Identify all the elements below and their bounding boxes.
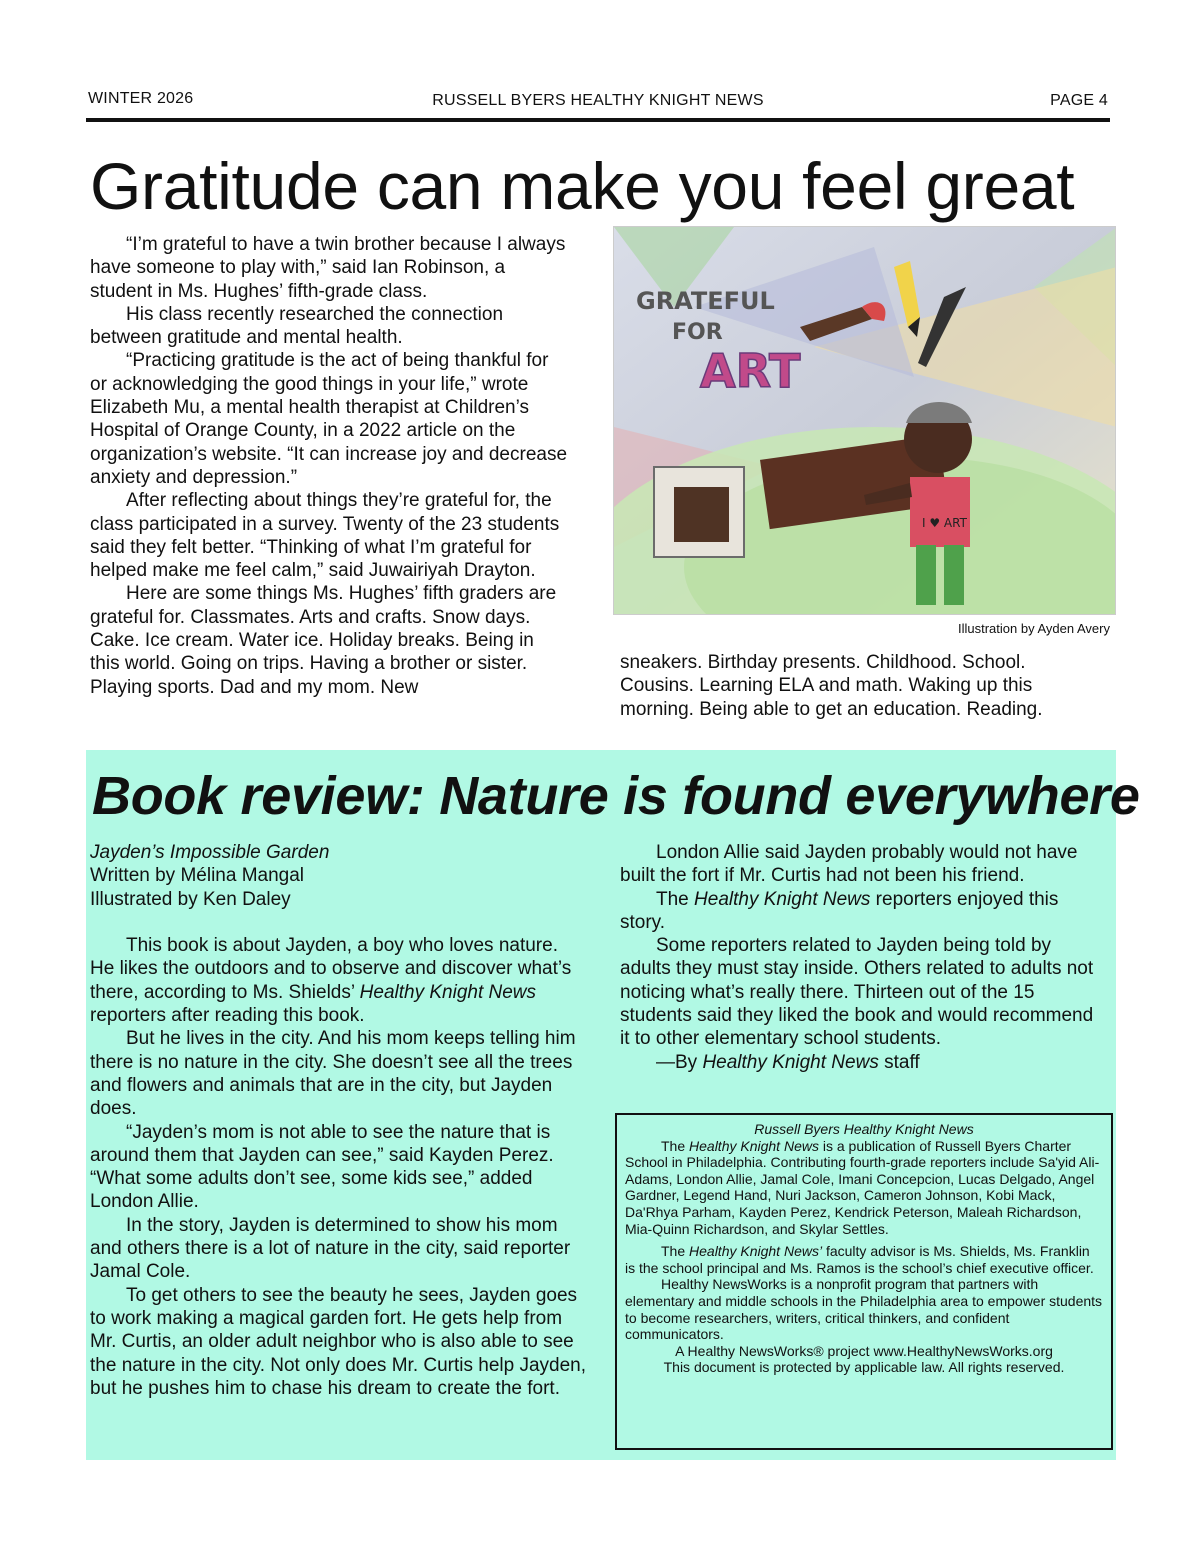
gratitude-paragraph: After reflecting about things they’re grateful for, the class participated in a survey. Twenty of the 23 students said they felt better. “Thinking of what I’m grateful for helped make me feel calm,” said Juwairiyah Drayton. — [90, 490, 560, 582]
publication-name: Healthy Knight News — [689, 1137, 819, 1154]
publication-name: Healthy Knight News — [359, 981, 537, 1003]
infobox-paragraph: Healthy NewsWorks is a nonprofit program that partners with elementary and middle schools in the Philadelphia area to empower students to become researchers, writers, critical thinkers, and confident communicators. — [625, 1276, 1103, 1343]
gratitude-paragraph: Here are some things Ms. Hughes’ fifth graders are grateful for. Classmates. Arts and crafts. Snow days. Cake. Ice cream. Water ice. Holiday breaks. Being in this world. Going on trips. Having a brother or sister. Playing sports. Dad and my mom. New — [90, 583, 557, 698]
publication-name: Healthy Knight News — [702, 1051, 879, 1073]
review-paragraph: But he lives in the city. And his mom keeps telling him there is no nature in the city. She doesn’t see all the trees and flowers and animals that are in the city, but Jayden does. — [90, 1028, 576, 1120]
book-author: Written by Mélina Mangal — [90, 865, 305, 887]
review-paragraph: In the story, Jayden is determined to show his mom and others there is a lot of nature in the city, said reporter Jamal Cole. — [90, 1214, 571, 1283]
publication-name: Healthy Knight News’ — [689, 1243, 823, 1260]
infobox-paragraph — [625, 1243, 1103, 1276]
book-illustrator: Illustrated by Ken Daley — [90, 888, 291, 910]
gratitude-paragraph: “Practicing gratitude is the act of being thankful for or acknowledging the good things in your life,” wrote Elizabeth Mu, a mental health therapist at Children’s Hospital of Orange County, in a 2022 article on the organization’s website. “It can increase joy and decrease anxiety and depression.” — [90, 350, 568, 488]
student-illustration — [613, 226, 1116, 615]
issue-date: WINTER 2026 — [88, 90, 194, 107]
illustration-drawing — [614, 227, 1116, 615]
infobox-copyright: This document is protected by applicable law. All rights reserved. — [663, 1359, 1065, 1376]
review-paragraph: To get others to see the beauty he sees, Jayden goes to work making a magical garden fort. He gets help from Mr. Curtis, an older adult neighbor who is also able to see the nature in the city. Not only does Mr. Curtis help Jayden, but he pushes him to chase his dream to create the fort. — [90, 1284, 587, 1399]
publication-name: Healthy Knight News — [694, 888, 871, 910]
text-span: staff — [878, 1051, 920, 1073]
text-span: is a publication of Russell Byers Charter School in Philadelphia. Contributing fourth-grade reporters include Sa'yid Ali-Adams, London Allie, Jamal Cole, Imani Concepcion, Lucas Delgado, Angel Gardner, Legend Hand, Nuri Jackson, Cameron Johnson, Kobi Mack, Da'Rhya Parham, Kayden Perez, Kendrick Peterson, Maleah Richardson, Mia-Quinn Richardson, and Skylar Settles. — [625, 1137, 1100, 1237]
infobox-title: Russell Byers Healthy Knight News — [754, 1121, 974, 1137]
text-span: faculty advisor is Ms. Shields, Ms. Franklin is the school principal and Ms. Ramos is the school’s chief executive officer. — [625, 1243, 1094, 1276]
review-paragraph — [620, 888, 1100, 935]
gratitude-paragraph: “I’m grateful to have a twin brother because I always have someone to play with,” said Ian Robinson, a student in Ms. Hughes’ fifth-grade class. — [90, 234, 566, 302]
review-byline — [620, 1051, 1100, 1074]
page-header — [86, 88, 1110, 122]
review-paragraph: “Jayden’s mom is not able to see the nature that is around them that Jayden can see,” said Kayden Perez. “What some adults don’t see, some kids see,” added London Allie. — [90, 1121, 554, 1213]
illustration-word: GRATEFUL — [636, 287, 775, 315]
gratitude-column-1 — [90, 233, 568, 699]
review-paragraph: Some reporters related to Jayden being told by adults they must stay inside. Others related to adults not noticing what’s really there. Thirteen out of the 15 students said they liked the book and would recommend it to other elementary school students. — [620, 935, 1094, 1050]
masthead-infobox — [615, 1113, 1113, 1450]
page-number: PAGE 4 — [1050, 92, 1108, 109]
book-title: Jayden’s Impossible Garden — [90, 842, 330, 863]
newsletter-name: RUSSELL BYERS HEALTHY KNIGHT NEWS — [432, 92, 764, 109]
infobox-footer: A Healthy NewsWorks® project www.HealthyNewsWorks.org — [675, 1342, 1053, 1359]
text-span: reporters enjoyed this story. — [620, 888, 1059, 933]
review-paragraph: London Allie said Jayden probably would not have built the fort if Mr. Curtis had not been his friend. — [620, 842, 1078, 887]
review-column-2 — [620, 841, 1100, 1074]
text-span: The — [656, 888, 695, 910]
text-span: This book is about Jayden, a boy who loves nature. He likes the outdoors and to observe and discover what’s there, according to Ms. Shields’ — [90, 935, 572, 1003]
review-column-1 — [90, 841, 586, 1400]
gratitude-paragraph: sneakers. Birthday presents. Childhood. School. Cousins. Learning ELA and math. Waking up this morning. Being able to get an education. Reading. — [620, 652, 1043, 720]
shirt-text: I ♥ ART — [922, 516, 967, 530]
text-span: —By — [656, 1051, 703, 1073]
text-span: The — [661, 1137, 690, 1154]
infobox-paragraph — [625, 1138, 1103, 1238]
illustration-word: FOR — [672, 320, 723, 345]
illustration-word: ART — [700, 344, 801, 398]
gratitude-column-2 — [620, 651, 1090, 721]
text-span: The — [661, 1243, 690, 1260]
review-headline: Book review: Nature is found everywhere — [92, 766, 1140, 826]
gratitude-paragraph: His class recently researched the connection between gratitude and mental health. — [90, 303, 504, 349]
review-paragraph — [90, 934, 586, 1027]
text-span: reporters after reading this book. — [90, 1005, 365, 1027]
illustration-credit: Illustration by Ayden Avery — [957, 621, 1110, 636]
gratitude-headline: Gratitude can make you feel great — [90, 149, 1075, 223]
